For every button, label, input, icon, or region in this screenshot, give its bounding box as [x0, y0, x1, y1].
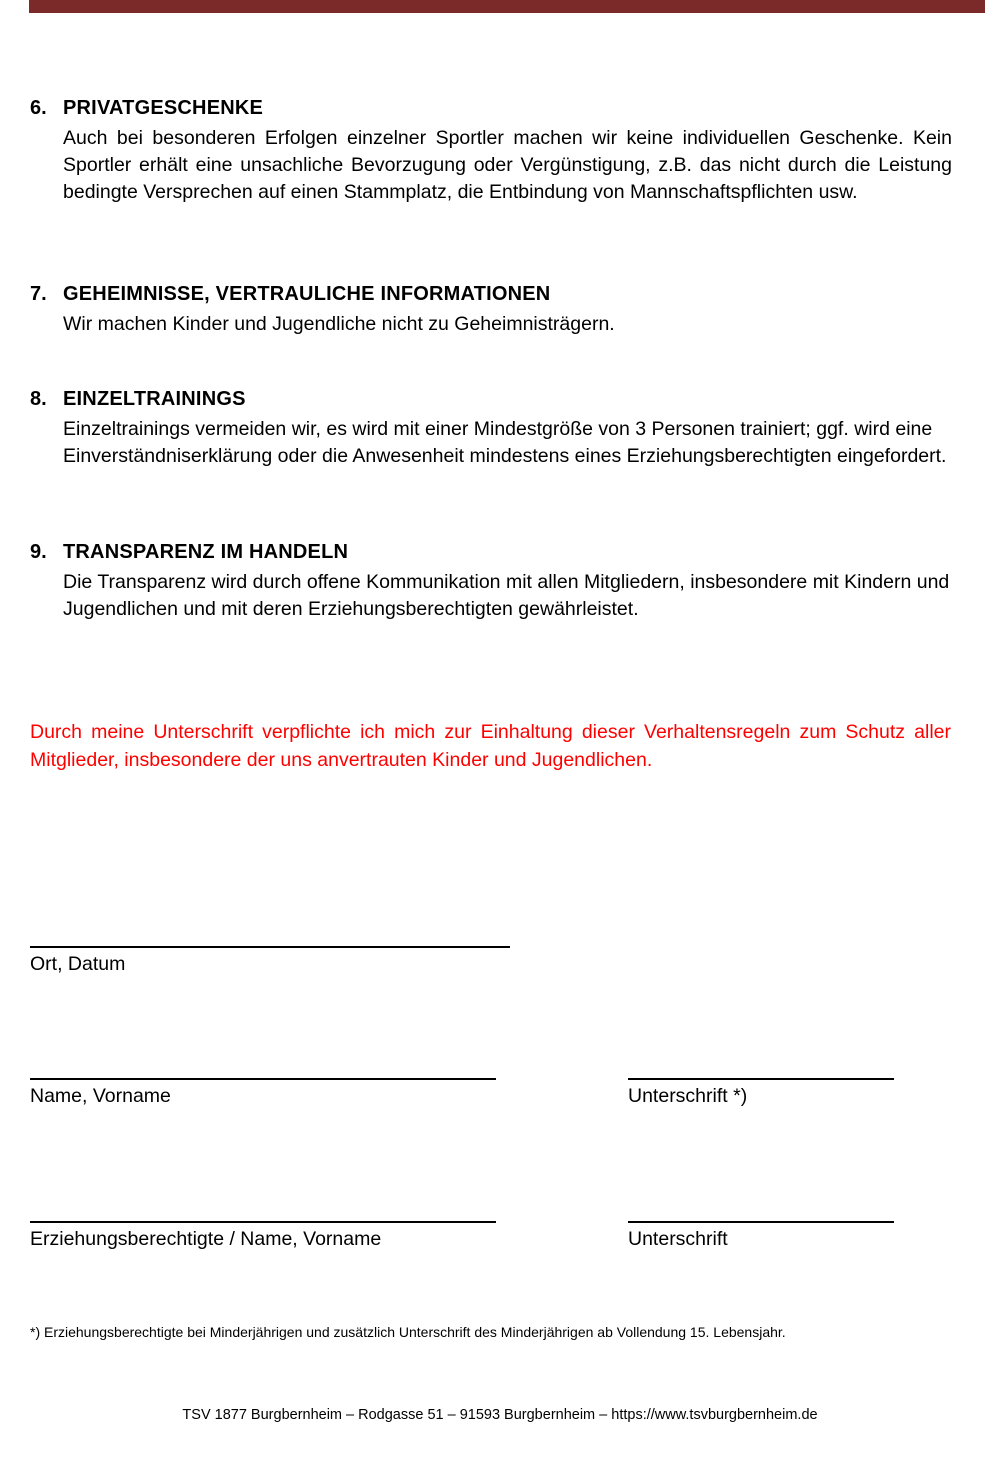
- section-title: GEHEIMNISSE, VERTRAULICHE INFORMATIONEN: [63, 283, 551, 305]
- section-title: PRIVATGESCHENKE: [63, 97, 264, 119]
- signature-field-unterschrift-member: [628, 1078, 894, 1108]
- section-body: Auch bei besonderen Erfolgen einzelner Sportler machen wir keine individuellen Geschenke. Kein Sportler erhält eine unsachliche Bevorzugung oder Vergünstigung, z.B. das nicht durch die Leistung bedingte Versprechen auf einen Stammplatz, die Entbindung von Mannschaftspflichten usw.: [63, 127, 952, 203]
- section-number: 9.: [30, 541, 47, 563]
- section-privatgeschenke: [30, 95, 952, 206]
- section-body: Wir machen Kinder und Jugendliche nicht zu Geheimnisträgern.: [63, 313, 615, 335]
- section-number: 8.: [30, 388, 47, 410]
- signature-label: Name, Vorname: [30, 1085, 171, 1107]
- section-body: Einzeltrainings vermeiden wir, es wird mit einer Mindestgröße von 3 Personen trainiert; ggf. wird eine Einverständniserklärung oder die Anwesenheit mindestens eines Erziehungsberechtigten eingefordert.: [63, 418, 947, 467]
- section-title: TRANSPARENZ IM HANDELN: [63, 541, 349, 563]
- signature-label: Ort, Datum: [30, 953, 126, 975]
- signature-field-unterschrift-guardian: [628, 1221, 894, 1251]
- footer-address: TSV 1877 Burgbernheim – Rodgasse 51 – 91593 Burgbernheim – https://www.tsvburgbernheim.de: [182, 1407, 818, 1423]
- section-number: 6.: [30, 97, 47, 119]
- section-einzeltrainings: [30, 386, 952, 470]
- section-number: 7.: [30, 283, 47, 305]
- signature-label: Erziehungsberechtigte / Name, Vorname: [30, 1228, 382, 1250]
- signature-field-ort-datum: [30, 946, 510, 976]
- section-geheimnisse: [30, 281, 952, 338]
- signature-label: Unterschrift *): [628, 1085, 748, 1107]
- signature-field-name-vorname: [30, 1078, 496, 1108]
- section-title: EINZELTRAININGS: [63, 388, 246, 410]
- signature-label: Unterschrift: [628, 1228, 728, 1250]
- section-transparenz: [30, 539, 952, 623]
- signature-field-erziehungsberechtigte: [30, 1221, 496, 1251]
- footnote: *) Erziehungsberechtigte bei Minderjährigen und zusätzlich Unterschrift des Minderjährigen ab Vollendung 15. Lebensjahr.: [30, 1324, 786, 1340]
- document-top-bar: [29, 0, 985, 13]
- section-body: Die Transparenz wird durch offene Kommunikation mit allen Mitgliedern, insbesondere mit Kindern und Jugendlichen und mit deren Erziehungsberechtigten gewährleistet.: [63, 571, 950, 620]
- declaration-paragraph: Durch meine Unterschrift verpflichte ich mich zur Einhaltung dieser Verhaltensregeln zum Schutz aller Mitglieder, insbesondere der uns anvertrauten Kinder und Jugendlichen.: [30, 721, 951, 771]
